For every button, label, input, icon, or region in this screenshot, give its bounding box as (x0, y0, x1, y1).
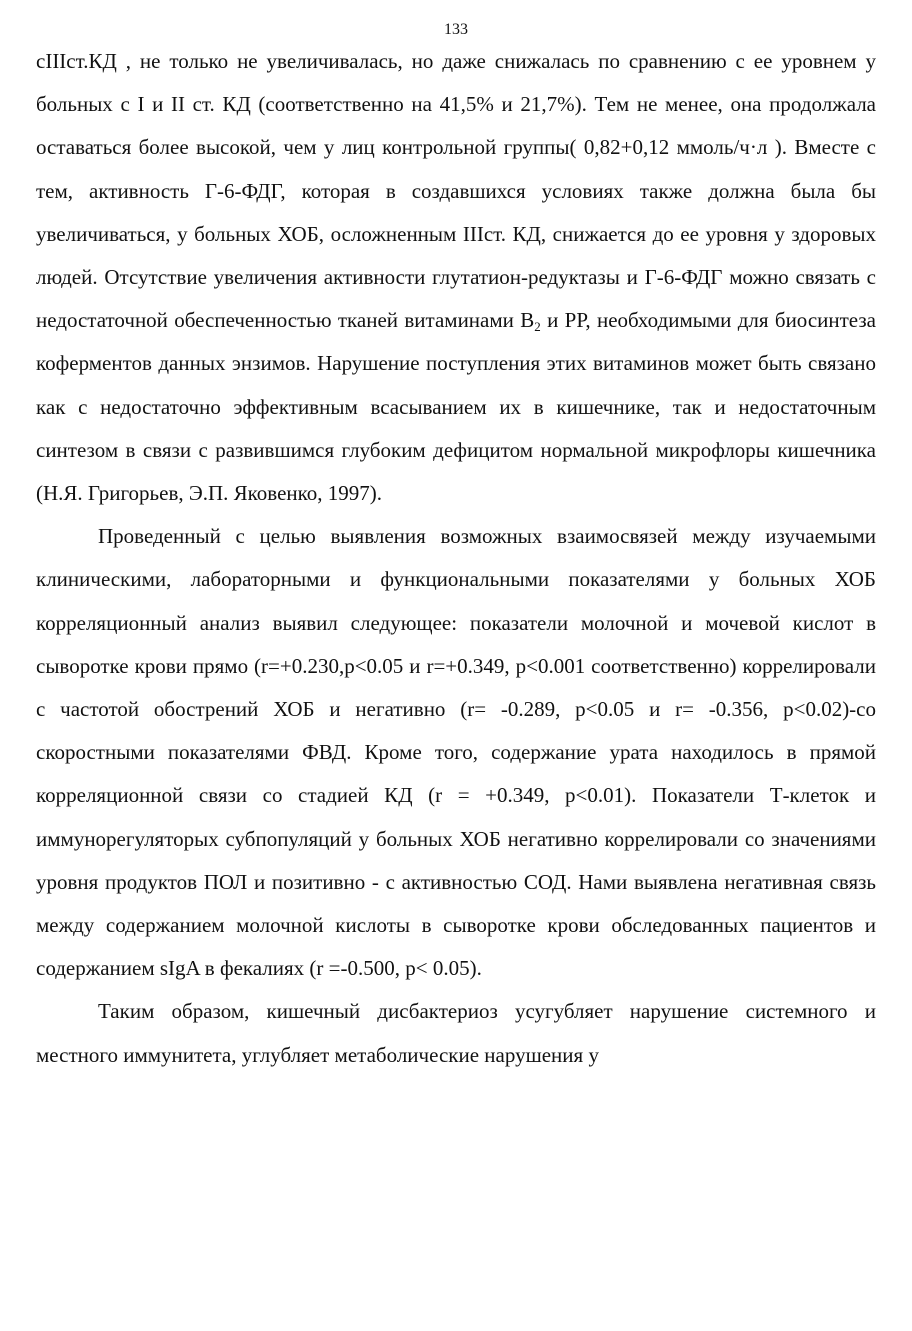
page-number: 133 (444, 21, 468, 38)
paragraph-1-text-cont: и РР, необходимыми для биосинтеза коферментов данных энзимов. Нарушение поступления этих витаминов может быть связано как с недостаточно эффективным всасыванием их в кишечнике, так и недостаточным синтезом в связи с развившимся глубоким дефицитом нормальной микрофлоры кишечника (Н.Я. Григорьев, Э.П. Яковенко, 1997). (36, 308, 876, 506)
vitamin-subscript: 2 (534, 319, 541, 335)
paragraph-1-text: cIIIст.КД , не только не увеличивалась, но даже снижалась по сравнению с ее уровнем у больных с I и II ст. КД (соответственно на 41,5% и 21,7%). Тем не менее, она продолжала оставаться более высокой, чем у лиц контрольной группы( 0,82+0,12 ммоль/ч·л ). Вместе с тем, активность Г-6-ФДГ, которая в создавшихся условиях также должна была бы увеличиваться, у больных ХОБ, осложненным IIIст. КД, снижается до ее уровня у здоровых людей. Отсутствие увеличения активности глутатион-редуктазы и Г-6-ФДГ можно связать с недостаточной обеспеченностью тканей витаминами В (36, 49, 876, 333)
paragraph-3: Таким образом, кишечный дисбактериоз усугубляет нарушение системного и местного иммунитета, углубляет метаболические нарушения у (36, 999, 876, 1067)
paragraph-2: Проведенный с целью выявления возможных взаимосвязей между изучаемыми клиническими, лабораторными и функциональными показателями у больных ХОБ корреляционный анализ выявил следующее: показатели молочной и мочевой кислот в сыворотке крови прямо (r=+0.230,p<0.05 и r=+0.349, p<0.001 соответственно) коррелировали с частотой обострений ХОБ и негативно (r= -0.289, p<0.05 и r= -0.356, p<0.02)-со скоростными показателями ФВД. Кроме того, содержание урата находилось в прямой корреляционной связи со стадией КД (r = +0.349, p<0.01). Показатели Т-клеток и иммунорегуляторых субпопуляций у больных ХОБ негативно коррелировали со значениями уровня продуктов ПОЛ и позитивно - с активностью СОД. Нами выявлена негативная связь между содержанием молочной кислоты в сыворотке крови обследованных пациентов и содержанием sIgA в фекалиях (r =-0.500, p< 0.05). (36, 524, 876, 981)
paragraph-1 (36, 40, 876, 515)
document-body (36, 40, 876, 1077)
